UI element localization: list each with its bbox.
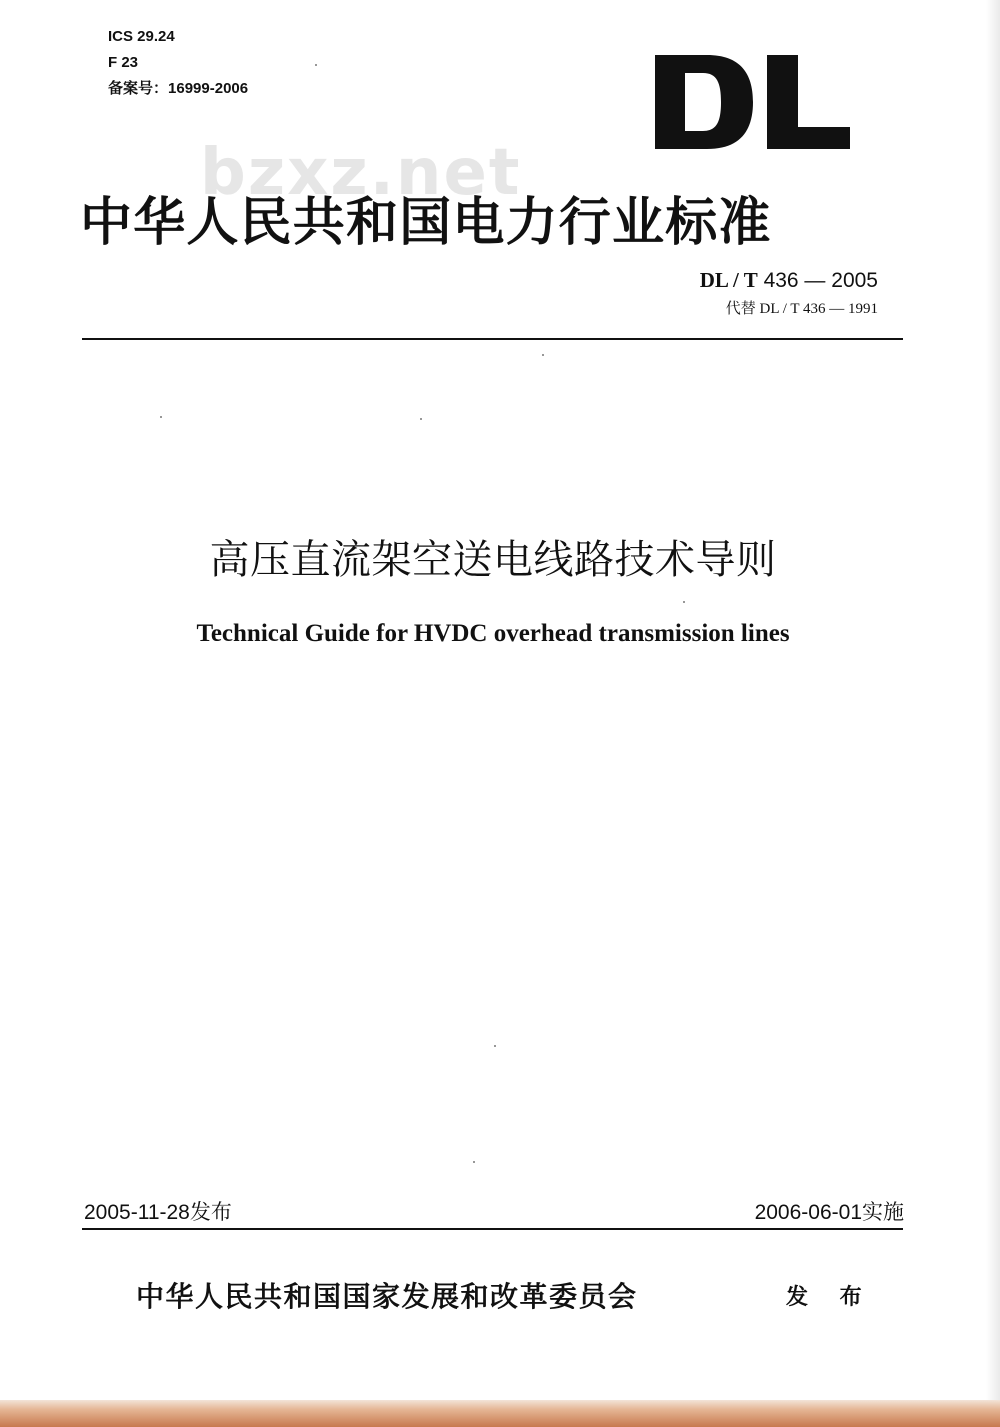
replaces-standard: 代替 DL / T 436 — 1991 (725, 301, 878, 317)
classification-codes (108, 24, 248, 102)
scan-speck (315, 64, 317, 66)
bottom-divider (82, 1228, 903, 1230)
page-edge-shadow (986, 0, 1000, 1427)
ccs-code: F 23 (108, 54, 139, 71)
watermark: bzxz.net (200, 136, 522, 210)
page-bottom-edge (0, 1400, 1000, 1427)
industry-standard-title: 中华人民共和国电力行业标准 (80, 192, 772, 253)
dl-logo (655, 55, 850, 149)
issue-date: 2005-11-28发布 (84, 1201, 232, 1224)
publisher-name: 中华人民共和国国家发展和改革委员会 (136, 1280, 638, 1313)
scan-speck (683, 601, 685, 603)
ics-code: ICS 29.24 (108, 28, 175, 45)
document-title-chinese: 高压直流架空送电线路技术导则 (209, 537, 777, 583)
record-number-label: 备案号： (108, 80, 169, 97)
publish-label: 发 布 (786, 1285, 874, 1310)
standard-number (700, 268, 878, 293)
scan-speck (494, 1045, 496, 1047)
scan-speck (473, 1161, 475, 1163)
top-divider (82, 338, 903, 340)
standard-code: DL / T (699, 268, 758, 292)
scan-speck (542, 354, 544, 356)
record-number-line (108, 76, 248, 102)
standard-number-year: 436 — 2005 (763, 269, 878, 292)
record-number: 16999-2006 (168, 80, 249, 97)
document-title-english: Technical Guide for HVDC overhead transmission lines (196, 620, 790, 647)
implementation-date: 2006-06-01实施 (754, 1201, 904, 1224)
scan-speck (160, 416, 162, 418)
scan-speck (420, 418, 422, 420)
